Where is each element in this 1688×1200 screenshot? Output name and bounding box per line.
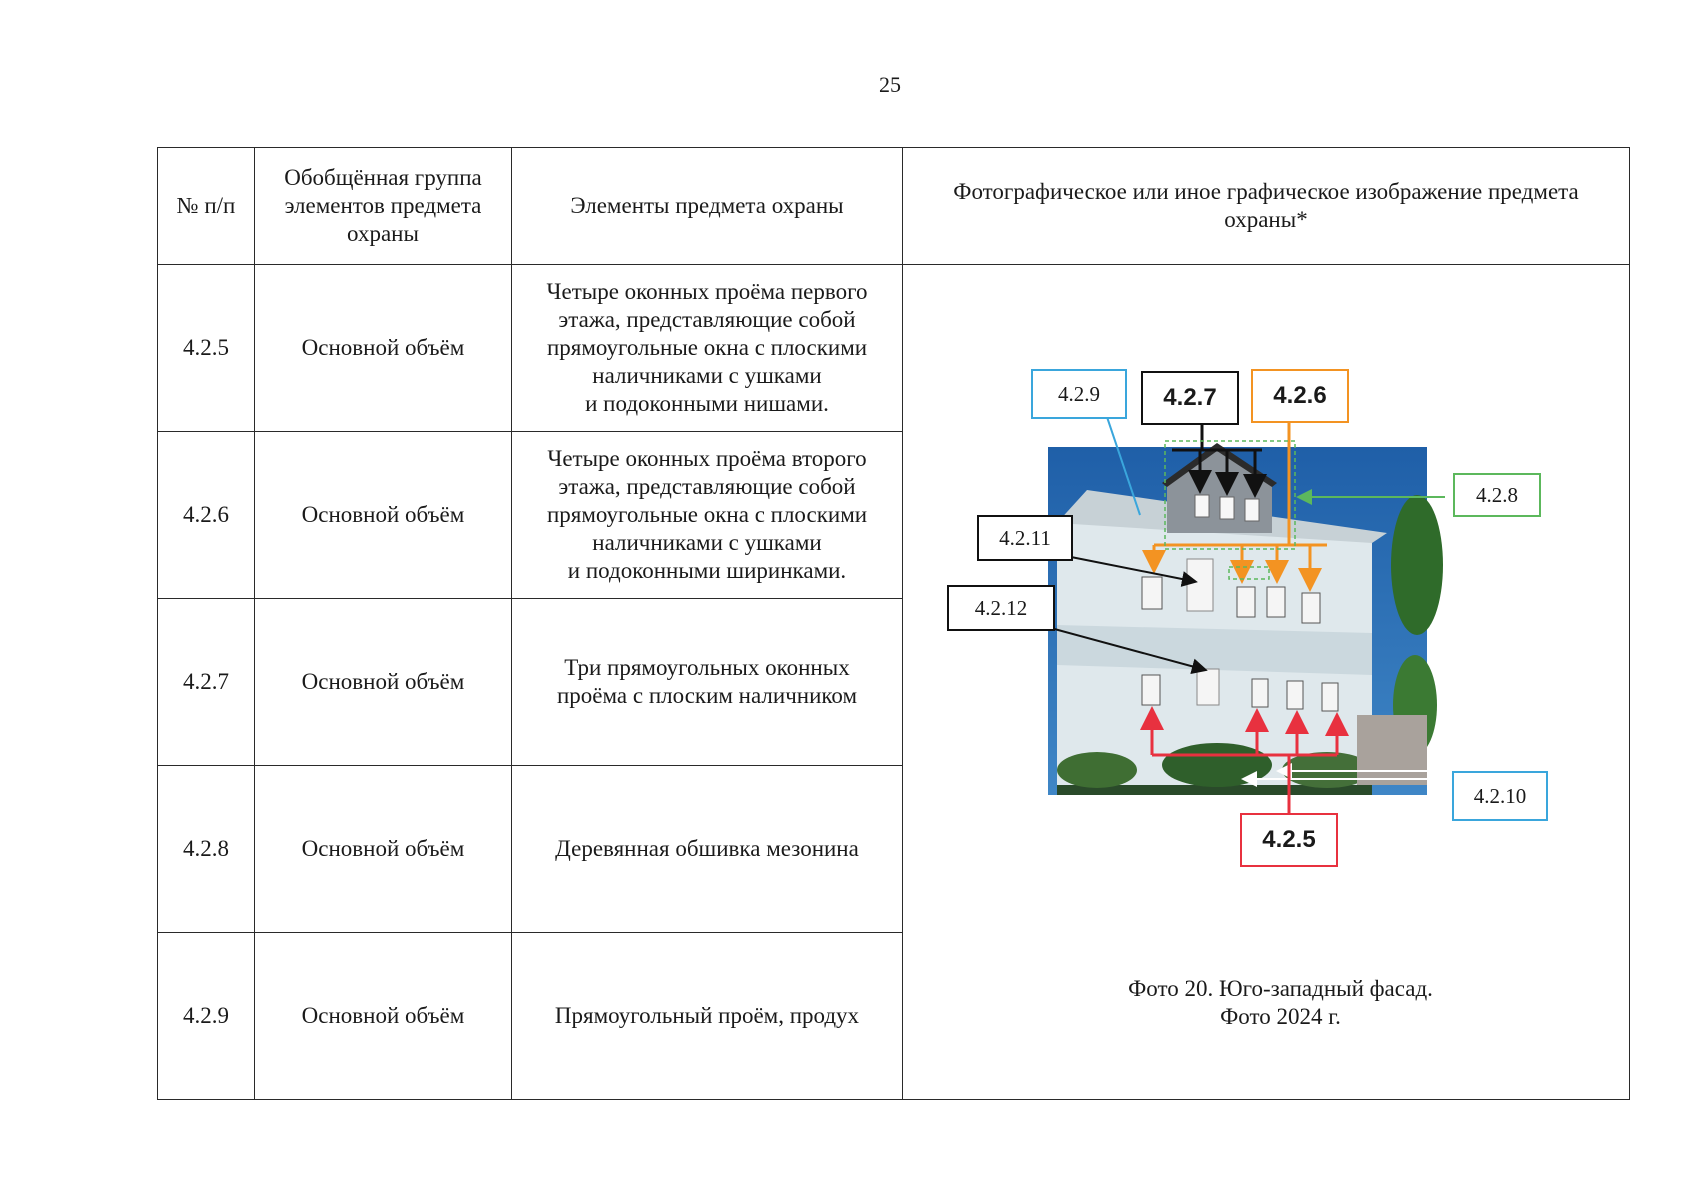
figure-caption: Фото 20. Юго-западный фасад. Фото 2024 г. [1128,976,1433,1029]
row-group: Основной объём [255,599,512,766]
header-image: Фотографическое или иное графическое изображение предмета охраны* [903,148,1630,265]
row-group: Основной объём [255,933,512,1100]
row-group: Основной объём [255,432,512,599]
label-4-2-7: 4.2.7 [1141,371,1239,425]
row-number: 4.2.8 [158,766,255,933]
row-elements: Деревянная обшивка мезонина [512,766,903,933]
header-number: № п/п [158,148,255,265]
label-4-2-9: 4.2.9 [1031,369,1127,419]
facade-photo [1048,443,1443,795]
page-number: 25 [879,72,901,97]
header-group: Обобщённая группа элементов предмета охраны [255,148,512,265]
row-group: Основной объём [255,766,512,933]
label-4-2-8: 4.2.8 [1453,473,1541,517]
label-4-2-11: 4.2.11 [977,515,1073,561]
protection-items-table [157,147,1630,1100]
label-4-2-6: 4.2.6 [1251,369,1349,423]
table-row [158,265,1630,432]
facade-figure [917,265,1644,1099]
row-elements: Три прямоугольных оконных проёма с плоским наличником [512,599,903,766]
row-number: 4.2.7 [158,599,255,766]
row-elements: Прямоугольный проём, продух [512,933,903,1100]
label-4-2-12: 4.2.12 [947,585,1055,631]
table-header-row [158,148,1630,265]
row-number: 4.2.6 [158,432,255,599]
row-elements: Четыре оконных проёма первого этажа, представляющие собой прямоугольные окна с плоскими наличниками с ушками и подоконными нишами. [512,265,903,432]
row-group: Основной объём [255,265,512,432]
row-number: 4.2.5 [158,265,255,432]
header-elements: Элементы предмета охраны [512,148,903,265]
label-4-2-5: 4.2.5 [1240,813,1338,867]
row-elements: Четыре оконных проёма второго этажа, представляющие собой прямоугольные окна с плоскими наличниками с ушками и подоконными ширинками. [512,432,903,599]
label-4-2-10: 4.2.10 [1452,771,1548,821]
figure-cell [903,265,1630,1100]
row-number: 4.2.9 [158,933,255,1100]
